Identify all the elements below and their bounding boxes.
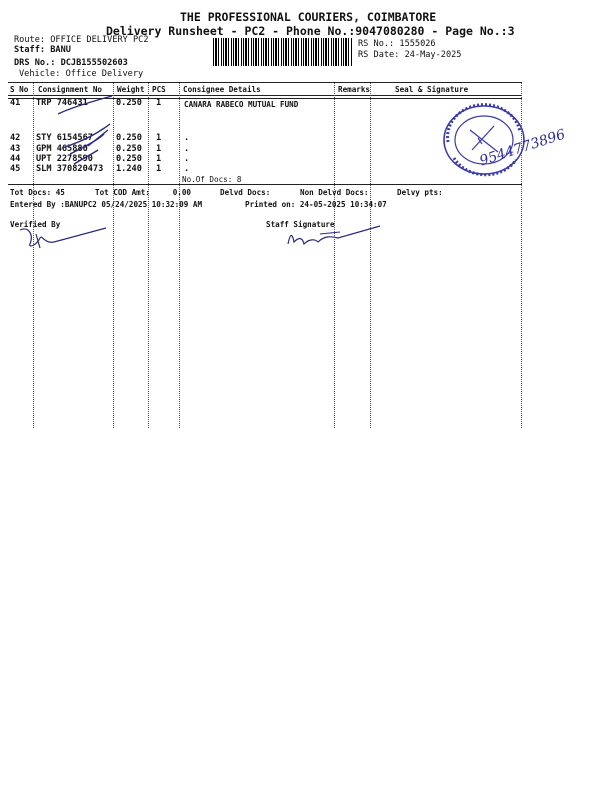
table-row-consignment: GPM 465880 xyxy=(36,144,88,154)
verified-by-label: Verified By xyxy=(10,220,61,229)
col-consignee: Consignee Details xyxy=(183,85,261,94)
table-row-consignee: CANARA RABECO MUTUAL FUND xyxy=(184,100,299,109)
rs-date: RS Date: 24-May-2025 xyxy=(358,50,462,60)
col-consignment: Consignment No xyxy=(38,85,103,94)
table-row-sno: 41 xyxy=(10,98,21,108)
table-row-sno: 43 xyxy=(10,144,21,154)
table-row-consignee: . xyxy=(184,144,190,154)
rs-number: RS No.: 1555026 xyxy=(358,39,436,49)
staff-text: Staff: BANU xyxy=(14,45,71,55)
vehicle-text: Vehicle: Office Delivery xyxy=(19,69,144,79)
tot-docs: Tot Docs: 45 xyxy=(10,188,65,197)
table-top-border xyxy=(8,82,522,83)
delvd-docs: Delvd Docs: xyxy=(220,188,271,197)
table-row-weight: 0.250 xyxy=(116,98,142,108)
verifier-signature xyxy=(10,222,110,252)
table-row-weight: 1.240 xyxy=(116,164,142,174)
handwritten-phone-number: 9544773896 xyxy=(477,126,568,170)
table-row-consignment: TRP 746431 xyxy=(36,98,88,108)
table-row-consignee: . xyxy=(184,164,190,174)
delvy-pts: Delvy pts: xyxy=(397,188,443,197)
col-divider xyxy=(148,83,149,428)
barcode xyxy=(213,38,353,66)
route-text: Route: OFFICE DELIVERY PC2 xyxy=(14,35,149,45)
col-weight: Weight xyxy=(117,85,145,94)
col-sno: S No xyxy=(10,85,29,94)
table-row-weight: 0.250 xyxy=(116,154,142,164)
col-divider xyxy=(179,83,180,428)
drs-number: DRS No.: DCJB155502603 xyxy=(14,58,128,68)
table-row-pcs: 1 xyxy=(156,133,162,143)
col-seal-signature: Seal & Signature xyxy=(395,85,469,94)
table-row-sno: 45 xyxy=(10,164,21,174)
company-name: THE PROFESSIONAL COURIERS, COIMBATORE xyxy=(180,10,437,24)
tot-cod-amt: Tot COD Amt: 0.00 xyxy=(95,188,192,197)
col-remarks: Remarks xyxy=(338,85,371,94)
runsheet-title: Delivery Runsheet - PC2 - Phone No.:9047080280 - Page No.:3 xyxy=(106,24,515,38)
table-row-weight: 0.250 xyxy=(116,133,142,143)
table-row-pcs: 1 xyxy=(156,164,162,174)
table-row-consignment: STY 6154567 xyxy=(36,133,93,143)
table-row-sno: 44 xyxy=(10,154,21,164)
table-row-consignment: SLM 370820473 xyxy=(36,164,104,174)
delivery-tick-marks xyxy=(50,96,130,186)
table-row-pcs: 1 xyxy=(156,98,162,108)
table-row-consignment: UPT 2278590 xyxy=(36,154,93,164)
non-delvd-docs: Non Delvd Docs: xyxy=(300,188,369,197)
entered-by: Entered By :BANUPC2 05/24/2025 10:32:09 AM xyxy=(10,200,203,209)
table-row-weight: 0.250 xyxy=(116,144,142,154)
col-pcs: PCS xyxy=(152,85,166,94)
printed-on: Printed on: 24-05-2025 10:34:07 xyxy=(245,200,387,209)
staff-signature xyxy=(280,222,390,252)
staff-signature-label: Staff Signature xyxy=(266,220,335,229)
col-divider xyxy=(33,83,34,428)
table-row-sno: 42 xyxy=(10,133,21,143)
col-divider xyxy=(334,83,335,428)
table-row-pcs: 1 xyxy=(156,154,162,164)
table-row-consignee: . xyxy=(184,154,190,164)
table-row-pcs: 1 xyxy=(156,144,162,154)
no-of-docs: No.Of Docs: 8 xyxy=(182,175,242,184)
col-divider xyxy=(370,83,371,428)
table-row-consignee: . xyxy=(184,133,190,143)
